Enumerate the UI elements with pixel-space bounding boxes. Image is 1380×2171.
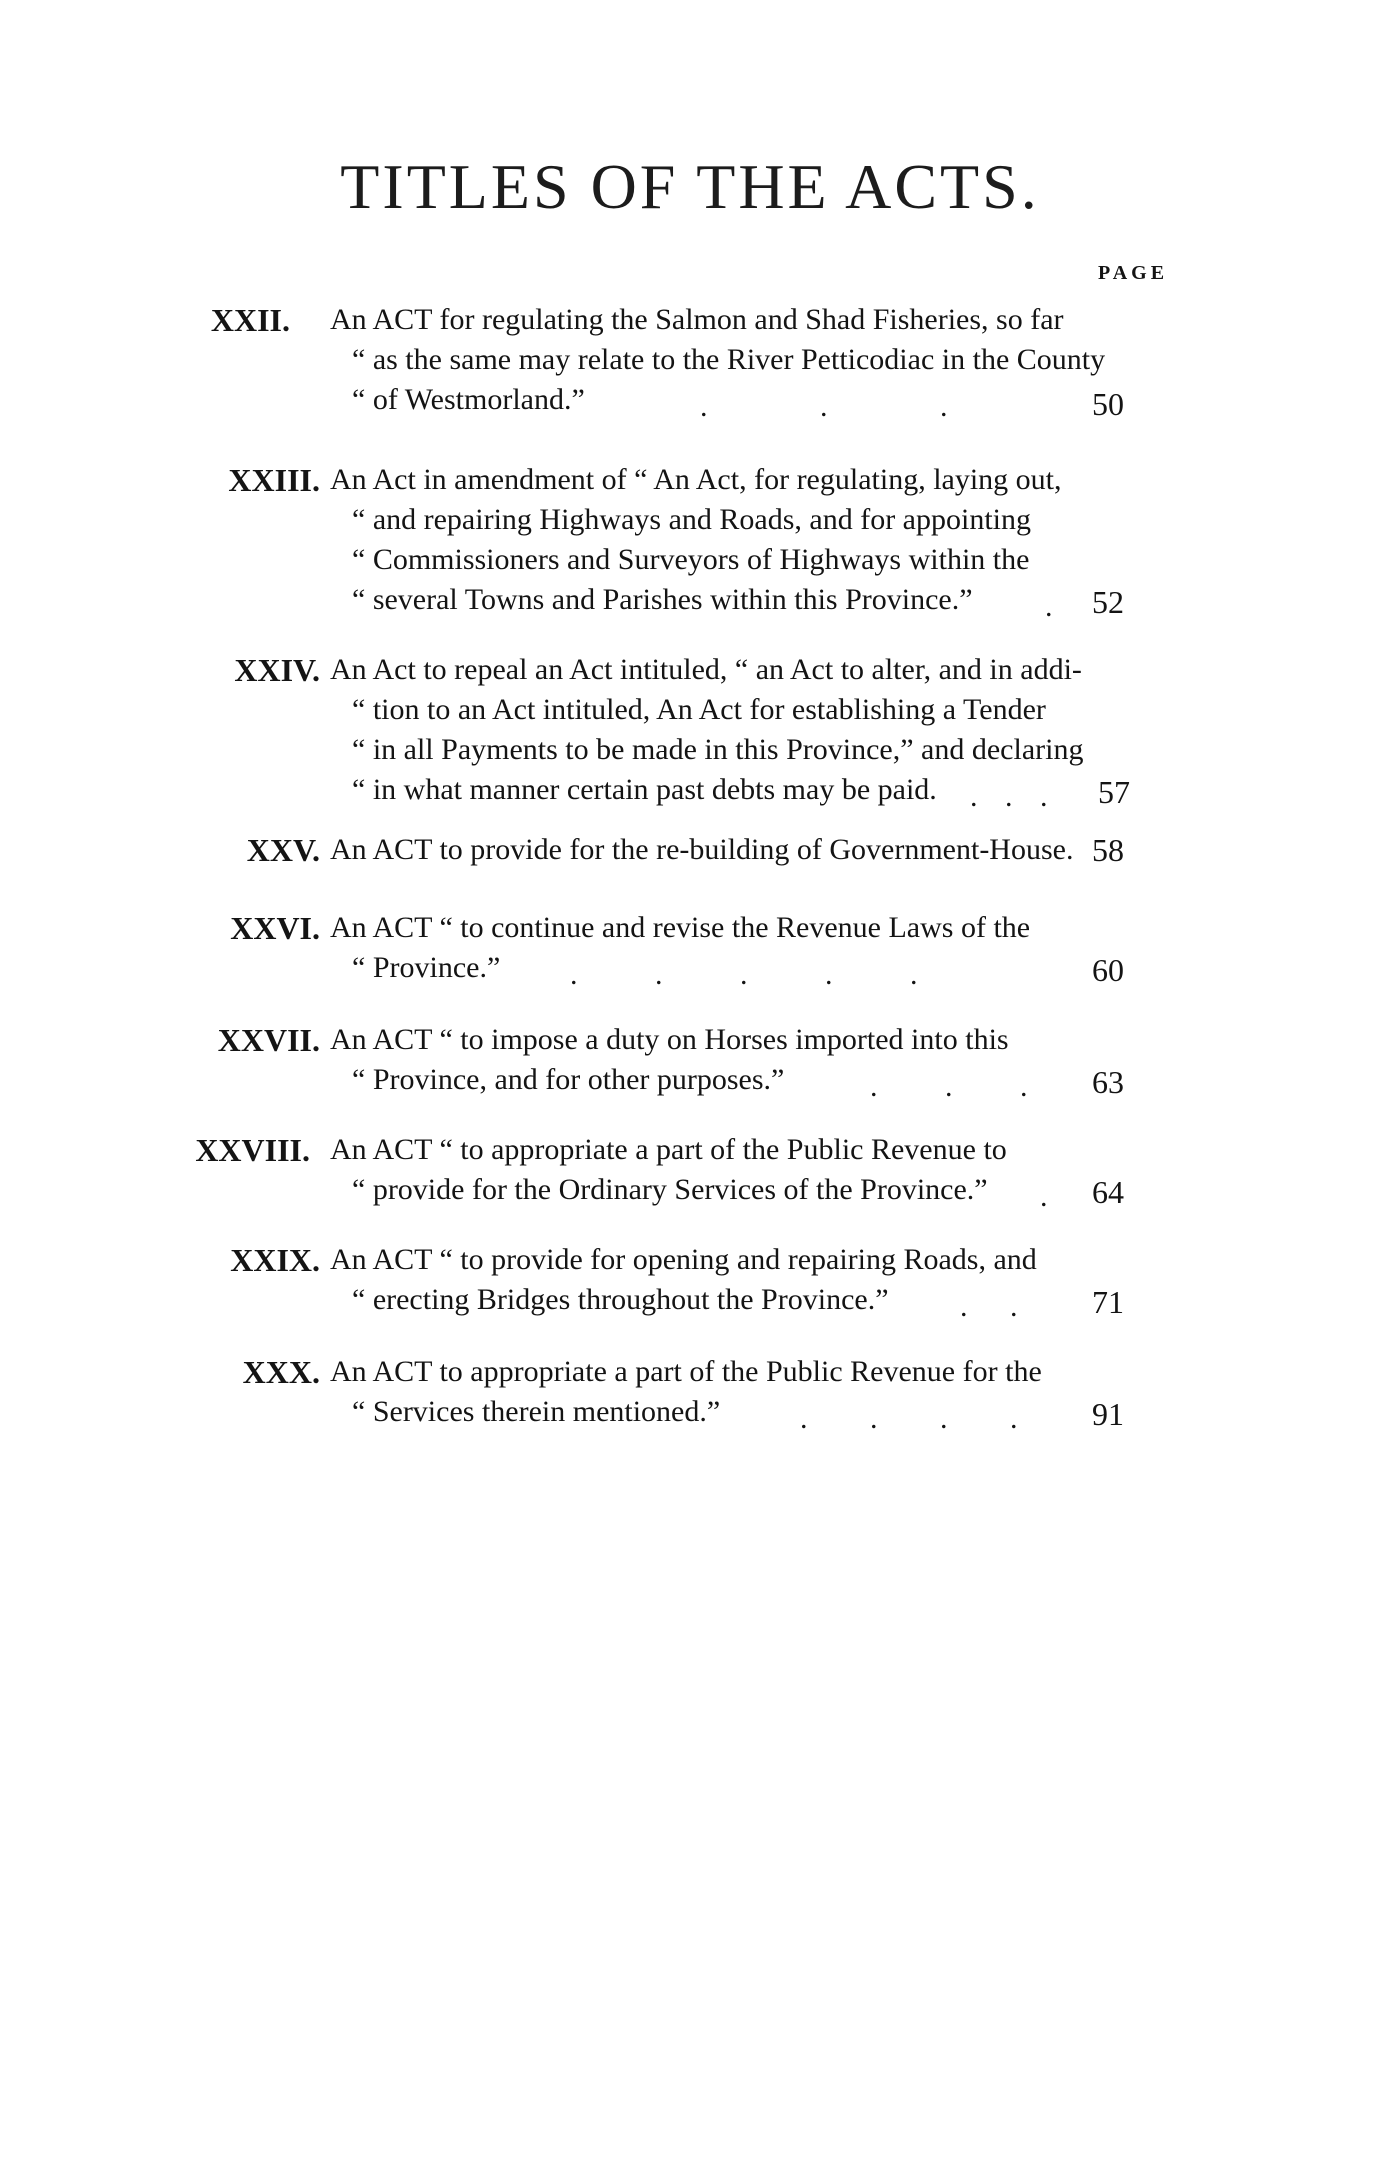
act-title-line: An ACT to appropriate a part of the Public Revenue for the <box>330 1355 1042 1388</box>
act-title-line: “ and repairing Highways and Roads, and for appointing <box>352 503 1031 536</box>
act-number: XXII. <box>210 302 290 338</box>
act-title-line: “ Services therein mentioned.” <box>352 1395 721 1428</box>
act-number: XXX. <box>242 1354 320 1390</box>
dot-leader: . . . <box>870 1070 1028 1103</box>
act-title-line: An Act in amendment of “ An Act, for regulating, laying out, <box>330 463 1062 496</box>
dot-leader: . . . <box>700 390 948 423</box>
act-title-line: An ACT to provide for the re-building of Government-House. <box>330 833 1074 866</box>
page-number: 58 <box>1092 832 1124 868</box>
act-title-line: “ Province.” <box>352 951 501 984</box>
act-title-line: An ACT “ to appropriate a part of the Public Revenue to <box>330 1133 1007 1166</box>
page-column-header: PAGE <box>1098 262 1169 284</box>
dot-leader: . . . <box>970 780 1048 813</box>
act-number: XXIX. <box>230 1242 320 1278</box>
act-number: XXVI. <box>230 910 320 946</box>
act-title-line: “ Commissioners and Surveyors of Highways within the <box>352 543 1030 576</box>
act-title-line: “ tion to an Act intituled, An Act for establishing a Tender <box>352 693 1046 726</box>
page-number: 50 <box>1092 386 1124 422</box>
act-number: XXV. <box>246 832 320 868</box>
dot-leader: . <box>1040 1180 1048 1213</box>
act-title-line: “ as the same may relate to the River Petticodiac in the County <box>352 343 1106 376</box>
act-title <box>330 830 1120 870</box>
page-title: TITLES OF THE ACTS. <box>340 151 1040 222</box>
dot-leader: . . . . <box>800 1402 1018 1435</box>
page-number: 91 <box>1092 1396 1124 1432</box>
act-title-line: “ erecting Bridges throughout the Province.” <box>352 1283 889 1316</box>
act-title-line: “ provide for the Ordinary Services of the Province.” <box>352 1173 988 1206</box>
page-number: 64 <box>1092 1174 1124 1210</box>
act-title-line: An ACT “ to provide for opening and repairing Roads, and <box>330 1243 1037 1276</box>
act-number: XXVII. <box>217 1022 320 1058</box>
act-title-line: “ in what manner certain past debts may be paid. <box>352 773 937 806</box>
act-title-line: “ in all Payments to be made in this Province,” and declaring <box>352 733 1084 766</box>
page-number: 71 <box>1092 1284 1124 1320</box>
act-title-line: An ACT for regulating the Salmon and Shad Fisheries, so far <box>330 303 1064 336</box>
act-number: XXIII. <box>228 462 320 498</box>
page-number: 60 <box>1092 952 1124 988</box>
act-title <box>330 460 1120 623</box>
act-title-line: An ACT “ to continue and revise the Revenue Laws of the <box>330 911 1031 944</box>
act-title-line: An Act to repeal an Act intituled, “ an Act to alter, and in addi- <box>330 653 1082 686</box>
act-title-line: “ of Westmorland.” <box>352 383 585 416</box>
act-title <box>330 1130 1120 1213</box>
act-title-line: An ACT “ to impose a duty on Horses imported into this <box>330 1023 1009 1056</box>
dot-leader: . <box>1045 590 1053 623</box>
act-title-line: “ Province, and for other purposes.” <box>352 1063 785 1096</box>
page-number: 57 <box>1098 774 1130 810</box>
page-number: 52 <box>1092 584 1124 620</box>
act-number: XXVIII. <box>195 1132 310 1168</box>
dot-leader: . . . . . <box>570 958 918 991</box>
act-number: XXIV. <box>234 652 320 688</box>
act-title-line: “ several Towns and Parishes within this Province.” <box>352 583 973 616</box>
page-number: 63 <box>1092 1064 1124 1100</box>
dot-leader: . . <box>960 1290 1018 1323</box>
